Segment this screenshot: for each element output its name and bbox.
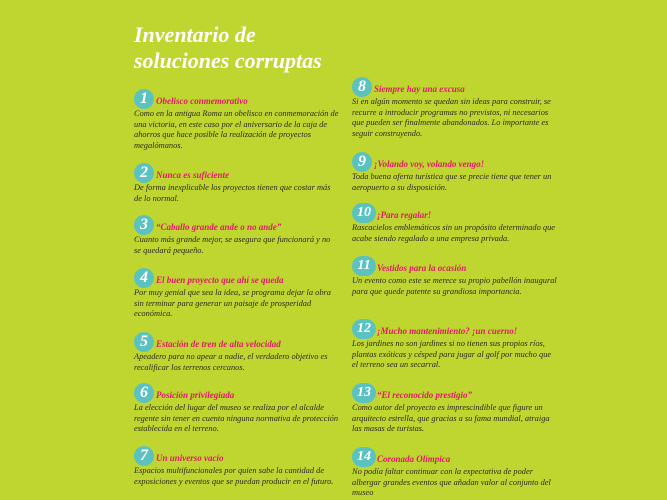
- number-badge: 11: [352, 256, 376, 276]
- number-badge: 4: [134, 268, 154, 288]
- item-heading: Vestidos para la ocasión: [377, 263, 467, 273]
- number-badge: 10: [352, 203, 376, 223]
- number-badge: 14: [352, 447, 376, 467]
- item-heading: El buen proyecto que ahí se queda: [156, 275, 284, 285]
- title-line-1: Inventario de: [134, 22, 256, 47]
- item-body: No podía faltar continuar con la expectativa de poder albergar grandes eventos que añadan valor al conjunto del museo: [352, 467, 551, 498]
- page-title: [134, 22, 322, 74]
- item-heading: ¡Para regalar!: [377, 210, 432, 220]
- item-heading: ¡Mucho mantenimiento? ¡un cuerno!: [377, 326, 518, 336]
- item-body: Como autor del proyecto es imprescindible que figure un arquitecto estrella, que gracias a su fama mundial, atraiga las masas de turistas.: [352, 403, 550, 434]
- item-body: Por muy genial que sea la idea, se programa dejar la obra sin terminar para generar un paisaje de prosperidad económica.: [134, 288, 331, 319]
- item-heading: ¡Volando voy, volando vengo!: [374, 159, 485, 169]
- number-badge: 8: [352, 77, 372, 97]
- number-badge: 1: [134, 89, 154, 109]
- item-heading: Posición privilegiada: [156, 390, 235, 400]
- number-badge: 9: [352, 152, 372, 172]
- title-line-2: soluciones corruptas: [134, 48, 322, 73]
- item-heading: “El reconocido prestigio”: [377, 390, 472, 400]
- item-heading: “Caballo grande ande o no ande”: [156, 222, 282, 232]
- number-badge: 13: [352, 383, 376, 403]
- item-body: De forma inexplicable los proyectos tienen que costar más de lo normal.: [134, 183, 331, 203]
- item-heading: Nunca es suficiente: [156, 170, 229, 180]
- item-body: Apeadero para no apear a nadie, el verdadero objetivo es recalificar los terrenos cercanos.: [134, 352, 328, 372]
- item-body: Un evento como este se merece su propio pabellón inaugural para que quede patente su grandiosa importancia.: [352, 276, 557, 296]
- number-badge: 12: [352, 319, 376, 339]
- item-heading: Coronada Olímpica: [377, 454, 451, 464]
- number-badge: 2: [134, 163, 154, 183]
- item-body: Cuanto más grande mejor, se asegura que funcionará y no se quedará pequeño.: [134, 235, 331, 255]
- item-body: Como en la antigua Roma un obelisco en conmemoración de una victoria, en este caso por el aniversario de la caja de ahorros que hace posible la realización de proyectos megalómanos.: [134, 109, 339, 150]
- item-heading: Siempre hay una excusa: [374, 84, 465, 94]
- item-body: La elección del lugar del museo se realiza por el alcalde regente sin tener en cuenta ninguna normativa de protección establecida en el terreno.: [134, 403, 339, 434]
- item-heading: Estación de tren de alta velocidad: [156, 339, 281, 349]
- item-body: Rascacielos emblemáticos sin un propósito determinado que acabe siendo regalado a una empresa privada.: [352, 223, 555, 243]
- number-badge: 5: [134, 332, 154, 352]
- item-heading: Un universo vacío: [156, 453, 224, 463]
- item-body: Espacios multifuncionales por quien sabe la cantidad de exposiciones y eventos que se puedan producir en el futuro.: [134, 466, 334, 486]
- item-body: Si en algún momento se quedan sin ideas para construir, se recurre a introducir programas no previstos, ni necesarios que pueden ser finalmente abandonados. Lo importante es seguir construyendo.: [352, 97, 551, 138]
- number-badge: 6: [134, 383, 154, 403]
- item-heading: Obelisco conmemorativo: [156, 96, 248, 106]
- item-body: Los jardines no son jardines si no tienen sus propios ríos, plantas exóticas y césped para jugar al golf por mucho que el terreno sea un secarral.: [352, 339, 552, 370]
- number-badge: 3: [134, 215, 154, 235]
- item-body: Toda buena oferta turística que se precie tiene que tener un aeropuerto a su disposición.: [352, 172, 552, 192]
- number-badge: 7: [134, 446, 154, 466]
